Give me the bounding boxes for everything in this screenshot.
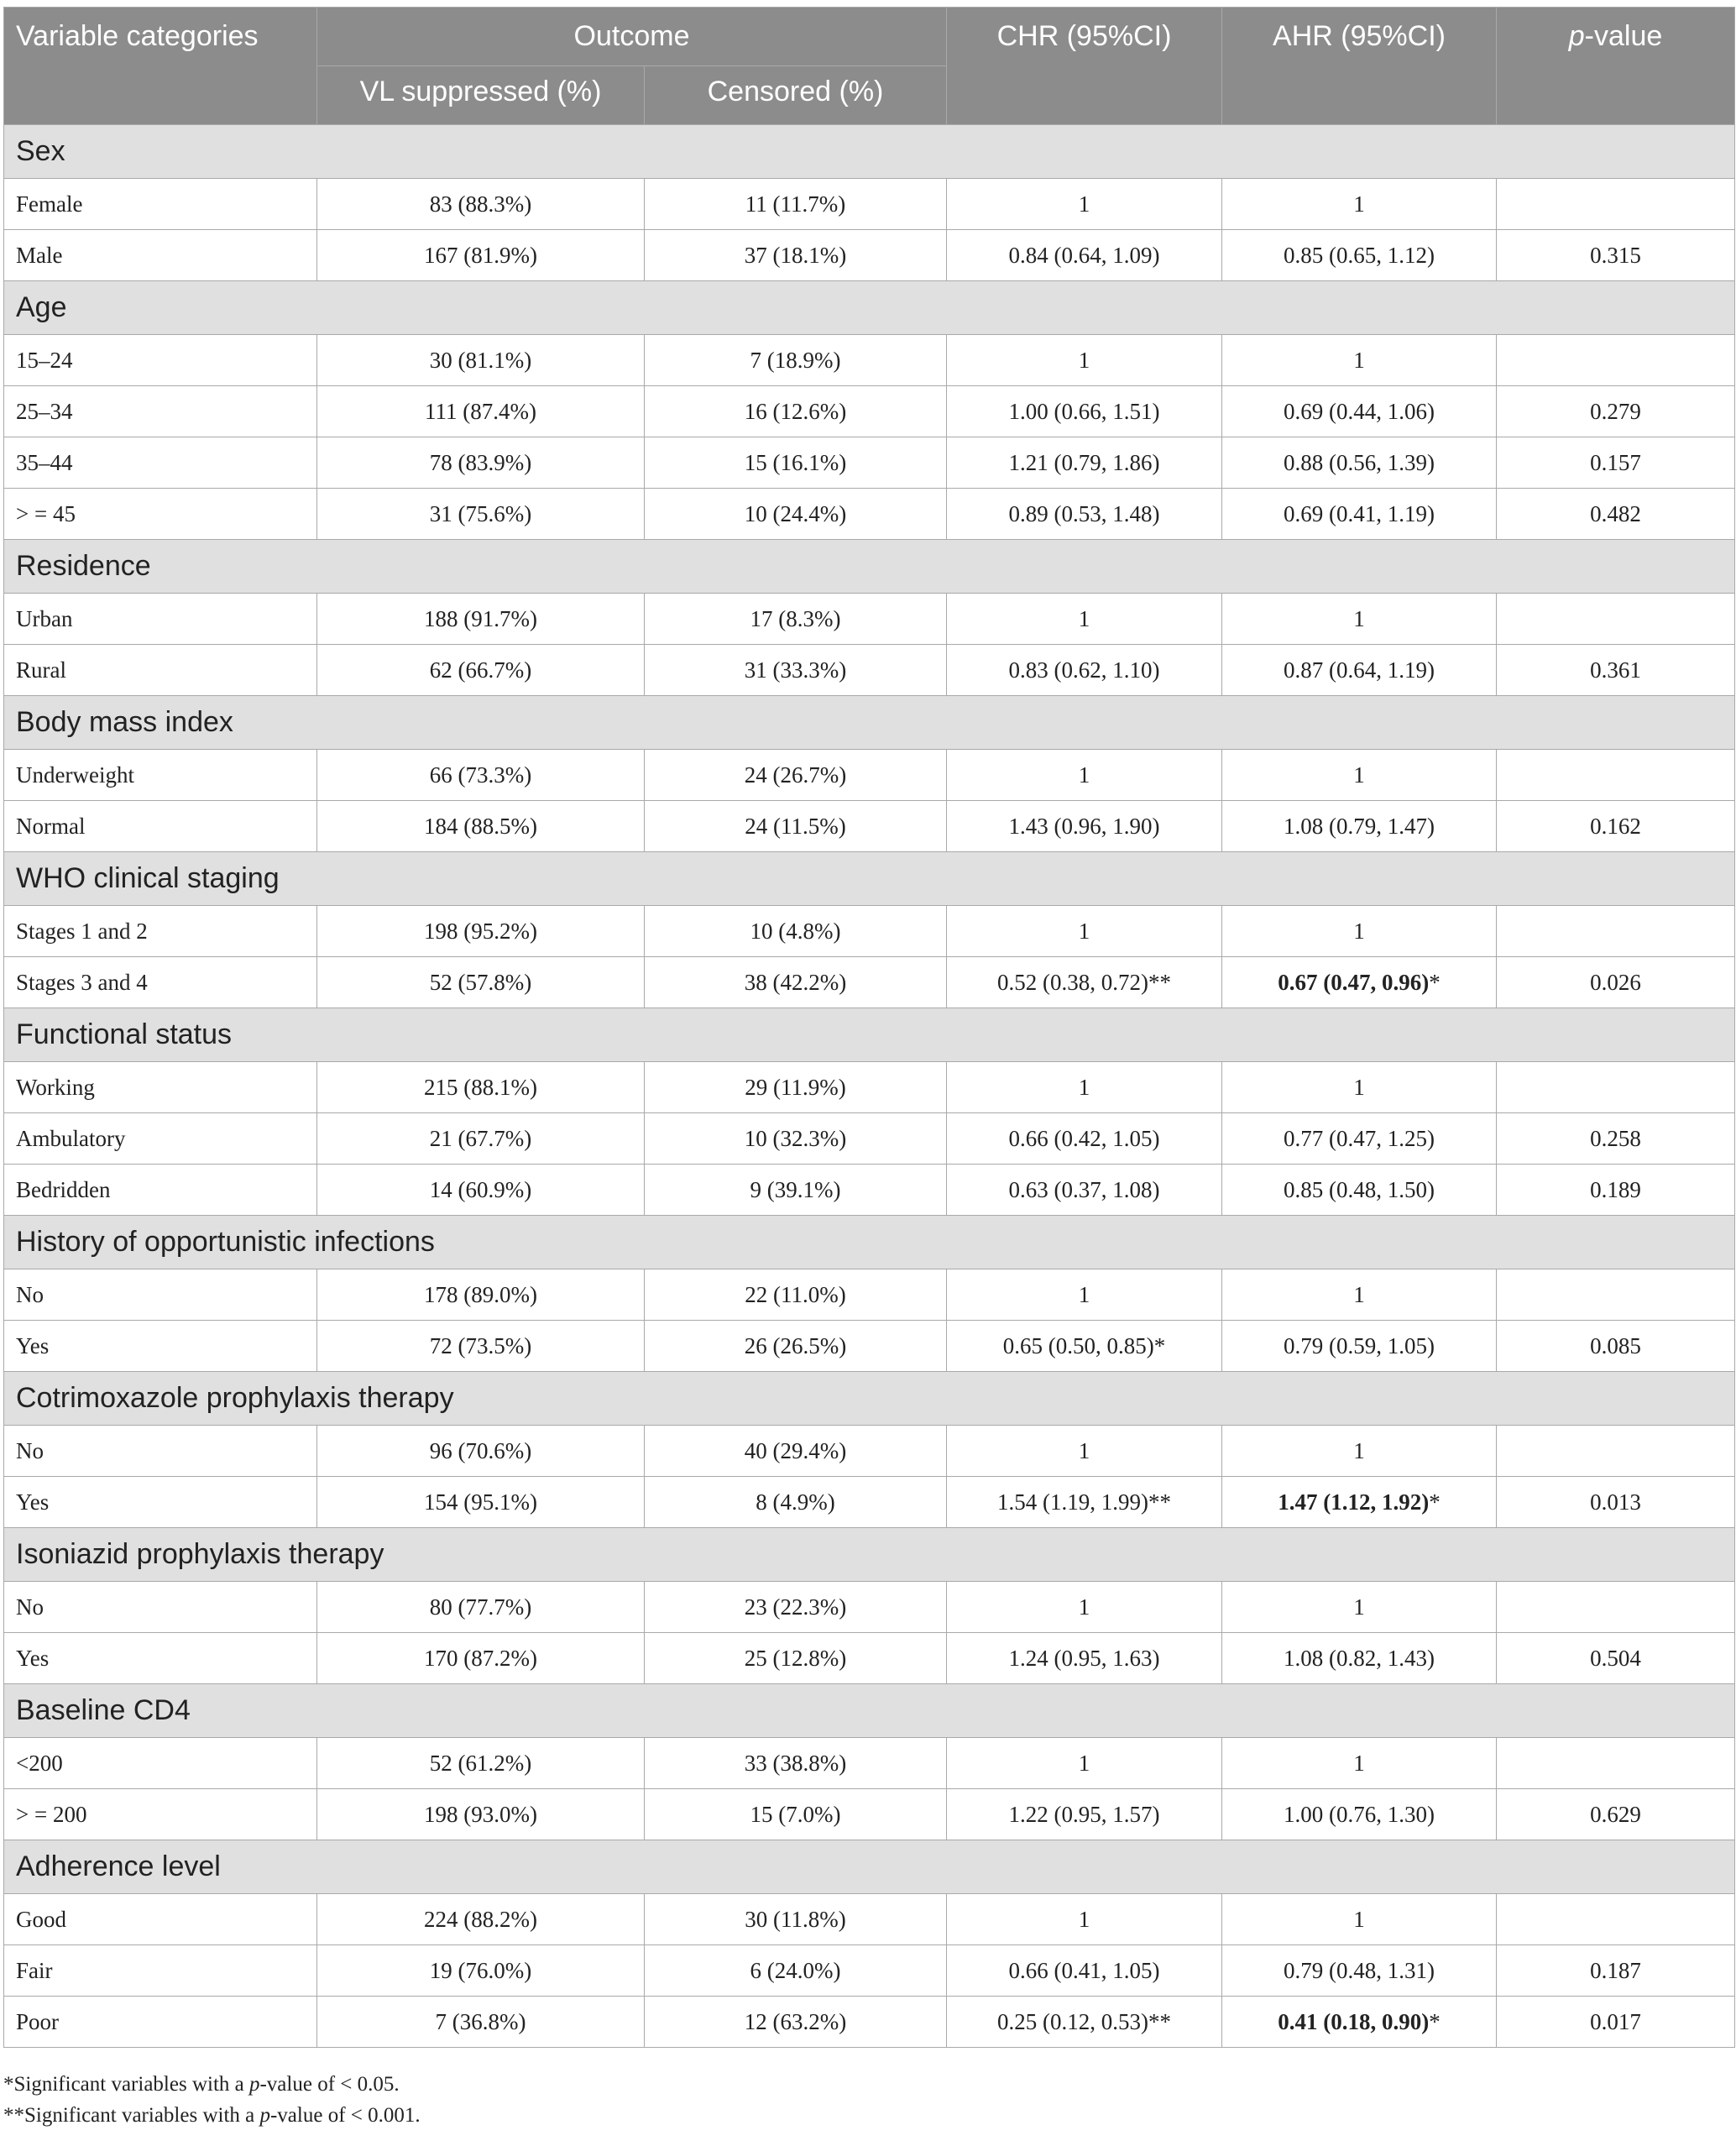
chr-value: 1.00 (0.66, 1.51) [1008,398,1160,424]
cell-p-value: 0.629 [1497,1789,1735,1840]
table-row [4,230,1735,281]
ahr-value: 0.77 (0.47, 1.25) [1284,1125,1435,1151]
row-category-label: > = 200 [4,1789,317,1840]
cell-p-value: 0.013 [1497,1477,1735,1528]
cell-vl-suppressed: 19 (76.0%) [317,1945,645,1997]
cell-chr [947,489,1222,540]
chr-value: 1 [1078,347,1090,373]
cell-chr [947,1426,1222,1477]
row-category-label: Working [4,1062,317,1113]
table-row [4,489,1735,540]
chr-value: 0.84 (0.64, 1.09) [1008,242,1160,268]
cell-ahr [1222,335,1497,386]
section-title: Isoniazid prophylaxis therapy [4,1528,1735,1582]
table-row [4,957,1735,1008]
cell-chr [947,594,1222,645]
ahr-value: 0.87 (0.64, 1.19) [1284,657,1435,683]
cell-ahr [1222,801,1497,852]
cell-ahr [1222,1894,1497,1945]
cell-censored: 24 (26.7%) [645,750,947,801]
chr-significance: ** [1148,1489,1171,1515]
cell-p-value [1497,1894,1735,1945]
cell-vl-suppressed: 7 (36.8%) [317,1997,645,2048]
cell-censored: 10 (24.4%) [645,489,947,540]
chr-value: 1.22 (0.95, 1.57) [1008,1801,1160,1827]
ahr-value: 0.41 (0.18, 0.90) [1278,2008,1430,2034]
cell-vl-suppressed: 170 (87.2%) [317,1633,645,1684]
cell-p-value [1497,1582,1735,1633]
table-row [4,1113,1735,1165]
cell-p-value [1497,179,1735,230]
chr-value: 1 [1078,1281,1090,1307]
cell-censored: 17 (8.3%) [645,594,947,645]
cell-censored: 31 (33.3%) [645,645,947,696]
chr-value: 1.43 (0.96, 1.90) [1008,813,1160,839]
row-category-label: Female [4,179,317,230]
cell-censored: 15 (16.1%) [645,437,947,489]
cell-p-value: 0.279 [1497,386,1735,437]
ahr-value: 1.08 (0.79, 1.47) [1284,813,1435,839]
table-body [4,125,1735,2048]
cell-vl-suppressed: 21 (67.7%) [317,1113,645,1165]
cell-chr [947,750,1222,801]
cell-ahr [1222,1477,1497,1528]
table-row [4,437,1735,489]
header-p-suffix: -value [1584,20,1663,52]
footnote2-prefix: **Significant variables with a [3,2104,260,2127]
cell-ahr [1222,1789,1497,1840]
cell-p-value: 0.157 [1497,437,1735,489]
cell-ahr [1222,1582,1497,1633]
ahr-value: 1 [1353,918,1365,944]
row-category-label: Urban [4,594,317,645]
cell-ahr [1222,645,1497,696]
cell-chr [947,1997,1222,2048]
cell-censored: 7 (18.9%) [645,335,947,386]
footnote1-prefix: *Significant variables with a [3,2073,249,2096]
cell-vl-suppressed: 198 (95.2%) [317,906,645,957]
chr-value: 1.21 (0.79, 1.86) [1008,449,1160,475]
section-header-row [4,1840,1735,1894]
cell-vl-suppressed: 52 (57.8%) [317,957,645,1008]
cell-censored: 11 (11.7%) [645,179,947,230]
cell-censored: 10 (4.8%) [645,906,947,957]
ahr-value: 0.67 (0.47, 0.96) [1278,969,1430,995]
cell-vl-suppressed: 178 (89.0%) [317,1269,645,1321]
cell-ahr [1222,1269,1497,1321]
chr-value: 0.63 (0.37, 1.08) [1008,1176,1160,1202]
table-row [4,179,1735,230]
chr-value: 1 [1078,605,1090,631]
ahr-value: 1 [1353,1437,1365,1463]
chr-significance: * [1153,1332,1166,1358]
cell-chr [947,1062,1222,1113]
chr-value: 0.83 (0.62, 1.10) [1008,657,1160,683]
cell-chr [947,1582,1222,1633]
section-title: Baseline CD4 [4,1684,1735,1738]
chr-value: 1 [1078,1594,1090,1620]
cell-p-value [1497,1738,1735,1789]
cell-censored: 15 (7.0%) [645,1789,947,1840]
ahr-value: 1 [1353,191,1365,217]
section-title: Cotrimoxazole prophylaxis therapy [4,1372,1735,1426]
cell-vl-suppressed: 83 (88.3%) [317,179,645,230]
section-title: Sex [4,125,1735,179]
row-category-label: No [4,1269,317,1321]
table-row [4,750,1735,801]
row-category-label: Bedridden [4,1165,317,1216]
footnote1-p: p [248,2073,260,2096]
table-row [4,906,1735,957]
table-row [4,1062,1735,1113]
cell-chr [947,230,1222,281]
cell-vl-suppressed: 154 (95.1%) [317,1477,645,1528]
row-category-label: Normal [4,801,317,852]
table-row [4,1738,1735,1789]
cell-vl-suppressed: 215 (88.1%) [317,1062,645,1113]
cell-chr [947,335,1222,386]
cell-p-value: 0.187 [1497,1945,1735,1997]
table-row [4,594,1735,645]
cell-p-value: 0.361 [1497,645,1735,696]
section-header-row [4,125,1735,179]
section-title: Functional status [4,1008,1735,1062]
cell-chr [947,1477,1222,1528]
row-category-label: Stages 1 and 2 [4,906,317,957]
row-category-label: Yes [4,1321,317,1372]
cell-ahr [1222,386,1497,437]
ahr-value: 1 [1353,347,1365,373]
cell-chr [947,957,1222,1008]
cell-vl-suppressed: 224 (88.2%) [317,1894,645,1945]
section-header-row [4,540,1735,594]
ahr-value: 0.88 (0.56, 1.39) [1284,449,1435,475]
section-header-row [4,1216,1735,1269]
cell-p-value [1497,906,1735,957]
cell-ahr [1222,906,1497,957]
chr-value: 1 [1078,1906,1090,1932]
ahr-significance: * [1429,969,1441,995]
section-title: Residence [4,540,1735,594]
cell-vl-suppressed: 30 (81.1%) [317,335,645,386]
ahr-value: 1.08 (0.82, 1.43) [1284,1645,1435,1671]
cell-ahr [1222,1062,1497,1113]
row-category-label: 35–44 [4,437,317,489]
cell-p-value: 0.315 [1497,230,1735,281]
cell-censored: 8 (4.9%) [645,1477,947,1528]
cell-p-value [1497,1426,1735,1477]
table-row [4,1789,1735,1840]
cell-chr [947,386,1222,437]
ahr-value: 1.47 (1.12, 1.92) [1278,1489,1430,1515]
footnote-significance-005 [3,2069,421,2100]
section-header-row [4,696,1735,750]
footnote2-p: p [259,2104,270,2127]
table-row [4,1477,1735,1528]
ahr-value: 1 [1353,762,1365,788]
ahr-value: 0.79 (0.59, 1.05) [1284,1332,1435,1358]
table-header [4,8,1735,125]
cell-censored: 16 (12.6%) [645,386,947,437]
cell-censored: 33 (38.8%) [645,1738,947,1789]
cell-p-value: 0.504 [1497,1633,1735,1684]
cell-vl-suppressed: 188 (91.7%) [317,594,645,645]
chr-value: 1 [1078,762,1090,788]
cell-p-value: 0.085 [1497,1321,1735,1372]
header-censored: Censored (%) [645,66,947,125]
row-category-label: Underweight [4,750,317,801]
cell-ahr [1222,489,1497,540]
cell-chr [947,1113,1222,1165]
table-row [4,1997,1735,2048]
cell-p-value: 0.017 [1497,1997,1735,2048]
table-row [4,386,1735,437]
chr-value: 0.89 (0.53, 1.48) [1008,500,1160,526]
table-row [4,1633,1735,1684]
cell-p-value [1497,750,1735,801]
chr-value: 1 [1078,1074,1090,1100]
chr-significance: ** [1148,2008,1171,2034]
cell-vl-suppressed: 72 (73.5%) [317,1321,645,1372]
cell-censored: 9 (39.1%) [645,1165,947,1216]
ahr-significance: * [1429,2008,1441,2034]
section-header-row [4,1528,1735,1582]
cell-vl-suppressed: 31 (75.6%) [317,489,645,540]
row-category-label: No [4,1582,317,1633]
chr-value: 0.66 (0.41, 1.05) [1008,1957,1160,1983]
header-variable-categories: Variable categories [4,8,317,125]
cell-censored: 12 (63.2%) [645,1997,947,2048]
cell-ahr [1222,957,1497,1008]
ahr-value: 1.00 (0.76, 1.30) [1284,1801,1435,1827]
header-p-letter: p [1568,20,1585,52]
cell-vl-suppressed: 14 (60.9%) [317,1165,645,1216]
table-row [4,1269,1735,1321]
ahr-value: 1 [1353,1750,1365,1776]
row-category-label: Yes [4,1633,317,1684]
section-header-row [4,281,1735,335]
header-chr: CHR (95%CI) [947,8,1222,125]
cell-vl-suppressed: 184 (88.5%) [317,801,645,852]
cell-ahr [1222,1738,1497,1789]
cell-censored: 23 (22.3%) [645,1582,947,1633]
section-header-row [4,852,1735,906]
cell-vl-suppressed: 80 (77.7%) [317,1582,645,1633]
table-row [4,1945,1735,1997]
row-category-label: Poor [4,1997,317,2048]
row-category-label: Rural [4,645,317,696]
cell-chr [947,179,1222,230]
row-category-label: 25–34 [4,386,317,437]
section-title: WHO clinical staging [4,852,1735,906]
cell-vl-suppressed: 111 (87.4%) [317,386,645,437]
cell-ahr [1222,750,1497,801]
section-header-row [4,1008,1735,1062]
table-row [4,335,1735,386]
ahr-value: 0.85 (0.65, 1.12) [1284,242,1435,268]
chr-value: 0.66 (0.42, 1.05) [1008,1125,1160,1151]
cell-p-value: 0.162 [1497,801,1735,852]
cell-p-value [1497,335,1735,386]
ahr-value: 0.79 (0.48, 1.31) [1284,1957,1435,1983]
table-row [4,1426,1735,1477]
cell-vl-suppressed: 198 (93.0%) [317,1789,645,1840]
cell-ahr [1222,1945,1497,1997]
cell-censored: 24 (11.5%) [645,801,947,852]
cell-chr [947,1633,1222,1684]
chr-value: 1 [1078,1437,1090,1463]
cell-vl-suppressed: 96 (70.6%) [317,1426,645,1477]
table-row [4,645,1735,696]
cell-censored: 40 (29.4%) [645,1426,947,1477]
cell-ahr [1222,1633,1497,1684]
chr-value: 0.25 (0.12, 0.53) [997,2008,1148,2034]
chr-value: 0.52 (0.38, 0.72) [997,969,1148,995]
table-row [4,1165,1735,1216]
row-category-label: 15–24 [4,335,317,386]
ahr-value: 1 [1353,1074,1365,1100]
cell-chr [947,1738,1222,1789]
row-category-label: > = 45 [4,489,317,540]
section-header-row [4,1684,1735,1738]
table-row [4,1582,1735,1633]
cell-ahr [1222,1113,1497,1165]
cell-ahr [1222,1321,1497,1372]
section-header-row [4,1372,1735,1426]
row-category-label: No [4,1426,317,1477]
chr-value: 1.54 (1.19, 1.99) [997,1489,1148,1515]
cell-ahr [1222,594,1497,645]
table-footnotes [3,2069,421,2131]
cell-chr [947,801,1222,852]
cell-p-value: 0.258 [1497,1113,1735,1165]
ahr-value: 0.69 (0.41, 1.19) [1284,500,1435,526]
chr-value: 1.24 (0.95, 1.63) [1008,1645,1160,1671]
cell-p-value [1497,1269,1735,1321]
cell-ahr [1222,1997,1497,2048]
cell-p-value: 0.026 [1497,957,1735,1008]
cell-chr [947,1165,1222,1216]
cell-chr [947,1894,1222,1945]
cell-censored: 6 (24.0%) [645,1945,947,1997]
footnote1-suffix: -value of < 0.05. [259,2073,400,2096]
chr-value: 1 [1078,191,1090,217]
cell-chr [947,1321,1222,1372]
section-title: Body mass index [4,696,1735,750]
ahr-value: 0.69 (0.44, 1.06) [1284,398,1435,424]
chr-value: 1 [1078,918,1090,944]
cell-chr [947,645,1222,696]
ahr-value: 1 [1353,1281,1365,1307]
cell-vl-suppressed: 52 (61.2%) [317,1738,645,1789]
cell-chr [947,1269,1222,1321]
footnote-significance-0001 [3,2100,421,2131]
row-category-label: Ambulatory [4,1113,317,1165]
row-category-label: Fair [4,1945,317,1997]
cell-chr [947,906,1222,957]
cell-censored: 29 (11.9%) [645,1062,947,1113]
cell-p-value: 0.482 [1497,489,1735,540]
cell-chr [947,1789,1222,1840]
chr-value: 0.65 (0.50, 0.85) [1002,1332,1154,1358]
chr-value: 1 [1078,1750,1090,1776]
ahr-value: 1 [1353,1594,1365,1620]
cell-vl-suppressed: 167 (81.9%) [317,230,645,281]
cell-censored: 25 (12.8%) [645,1633,947,1684]
row-category-label: Male [4,230,317,281]
header-vl-suppressed: VL suppressed (%) [317,66,645,125]
ahr-significance: * [1429,1489,1441,1515]
cell-vl-suppressed: 62 (66.7%) [317,645,645,696]
ahr-value: 1 [1353,1906,1365,1932]
table-row [4,1894,1735,1945]
footnote2-suffix: -value of < 0.001. [269,2104,421,2127]
cell-censored: 26 (26.5%) [645,1321,947,1372]
table-row [4,1321,1735,1372]
cell-censored: 10 (32.3%) [645,1113,947,1165]
cell-p-value [1497,1062,1735,1113]
section-title: History of opportunistic infections [4,1216,1735,1269]
cell-ahr [1222,230,1497,281]
cell-chr [947,1945,1222,1997]
cell-censored: 37 (18.1%) [645,230,947,281]
section-title: Age [4,281,1735,335]
cell-ahr [1222,179,1497,230]
header-outcome: Outcome [317,8,947,66]
row-category-label: Yes [4,1477,317,1528]
cell-vl-suppressed: 78 (83.9%) [317,437,645,489]
ahr-value: 1 [1353,605,1365,631]
cell-ahr [1222,1426,1497,1477]
header-ahr: AHR (95%CI) [1222,8,1497,125]
cell-vl-suppressed: 66 (73.3%) [317,750,645,801]
cell-chr [947,437,1222,489]
cell-censored: 22 (11.0%) [645,1269,947,1321]
cell-censored: 30 (11.8%) [645,1894,947,1945]
cell-censored: 38 (42.2%) [645,957,947,1008]
cell-p-value [1497,594,1735,645]
cell-ahr [1222,437,1497,489]
row-category-label: Stages 3 and 4 [4,957,317,1008]
row-category-label: Good [4,1894,317,1945]
chr-significance: ** [1148,969,1171,995]
section-title: Adherence level [4,1840,1735,1894]
row-category-label: <200 [4,1738,317,1789]
cell-ahr [1222,1165,1497,1216]
header-p-value [1497,8,1735,125]
ahr-value: 0.85 (0.48, 1.50) [1284,1176,1435,1202]
cell-p-value: 0.189 [1497,1165,1735,1216]
results-table [3,7,1735,2048]
table-row [4,801,1735,852]
